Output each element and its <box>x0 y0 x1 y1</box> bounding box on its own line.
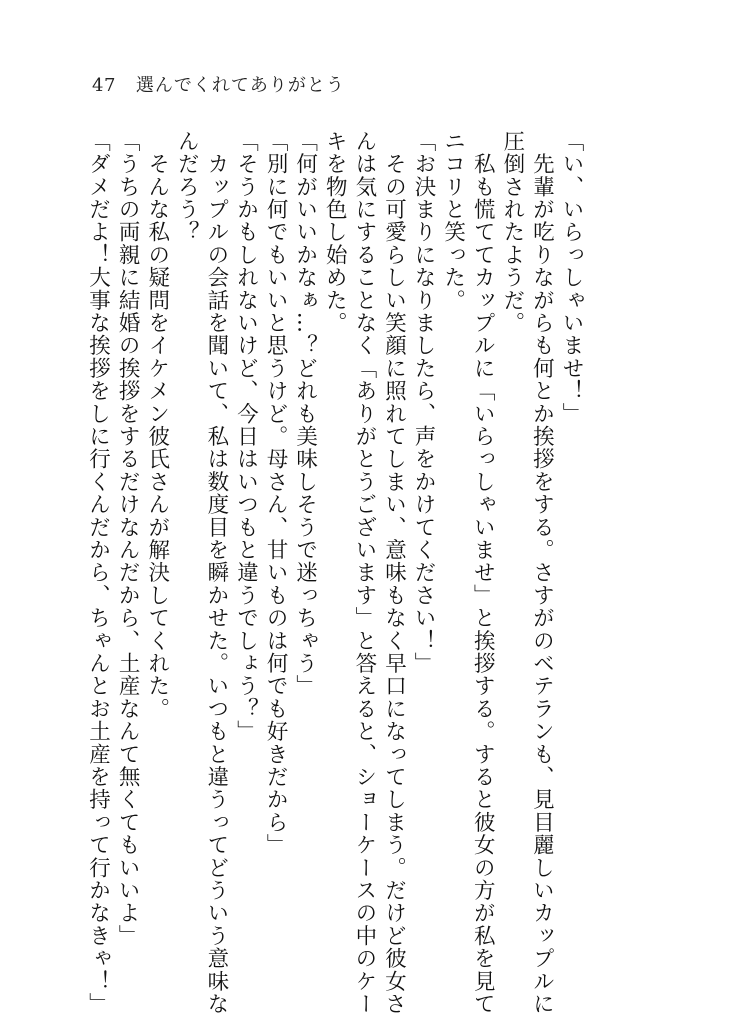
vertical-body-text <box>85 130 586 1016</box>
text-line: んだろう？ <box>174 130 200 244</box>
text-line: 「何がいいかなぁ…？どれも美味しそうで迷っちゃう」 <box>292 130 318 698</box>
text-line: その可愛らしい笑顔に照れてしまい、意味もなく早口になってしまう。だけど彼女さ <box>381 130 407 1016</box>
text-line: 「うちの両親に結婚の挨拶をするだけなんだから、土産なんて無くてもいいよ」 <box>115 130 141 948</box>
chapter-title: 選んでくれてありがとう <box>135 75 345 96</box>
text-line: 「別に何でもいいと思うけど。母さん、甘いものは何でも好きだから」 <box>263 130 289 857</box>
text-line: そんな私の疑問をイケメン彼氏さんが解決してくれた。 <box>144 130 170 721</box>
text-line: 「い、いらっしゃいませ！」 <box>559 130 584 426</box>
running-head <box>92 72 345 100</box>
text-line: 私も慌ててカップルに「いらっしゃいませ」と挨拶する。すると彼女の方が私を見て <box>470 130 496 1016</box>
text-line: んは気にすることなく「ありがとうございます」と答えると、ショーケースの中のケー <box>351 130 377 1016</box>
text-line: 圧倒されたようだ。 <box>499 130 525 335</box>
text-line: ニコリと笑った。 <box>440 130 466 312</box>
text-line: キを物色し始めた。 <box>322 130 348 335</box>
text-line: 「ダメだよ！大事な挨拶をしに行くんだから、ちゃんとお土産を持って行かなきゃ！」 <box>85 130 111 1016</box>
text-line: 「そうかもしれないけど、今日はいつもと違うでしょう？」 <box>233 130 259 743</box>
page-number: 47 <box>92 75 116 96</box>
text-line: 先輩が吃りながらも何とか挨拶をする。さすがのベテランも、見目麗しいカップルに <box>529 130 555 1016</box>
text-line: カップルの会話を聞いて、私は数度目を瞬かせた。いつもと違うってどういう意味な <box>203 130 229 1016</box>
text-line: 「お決まりになりましたら、声をかけてください！」 <box>411 130 437 675</box>
